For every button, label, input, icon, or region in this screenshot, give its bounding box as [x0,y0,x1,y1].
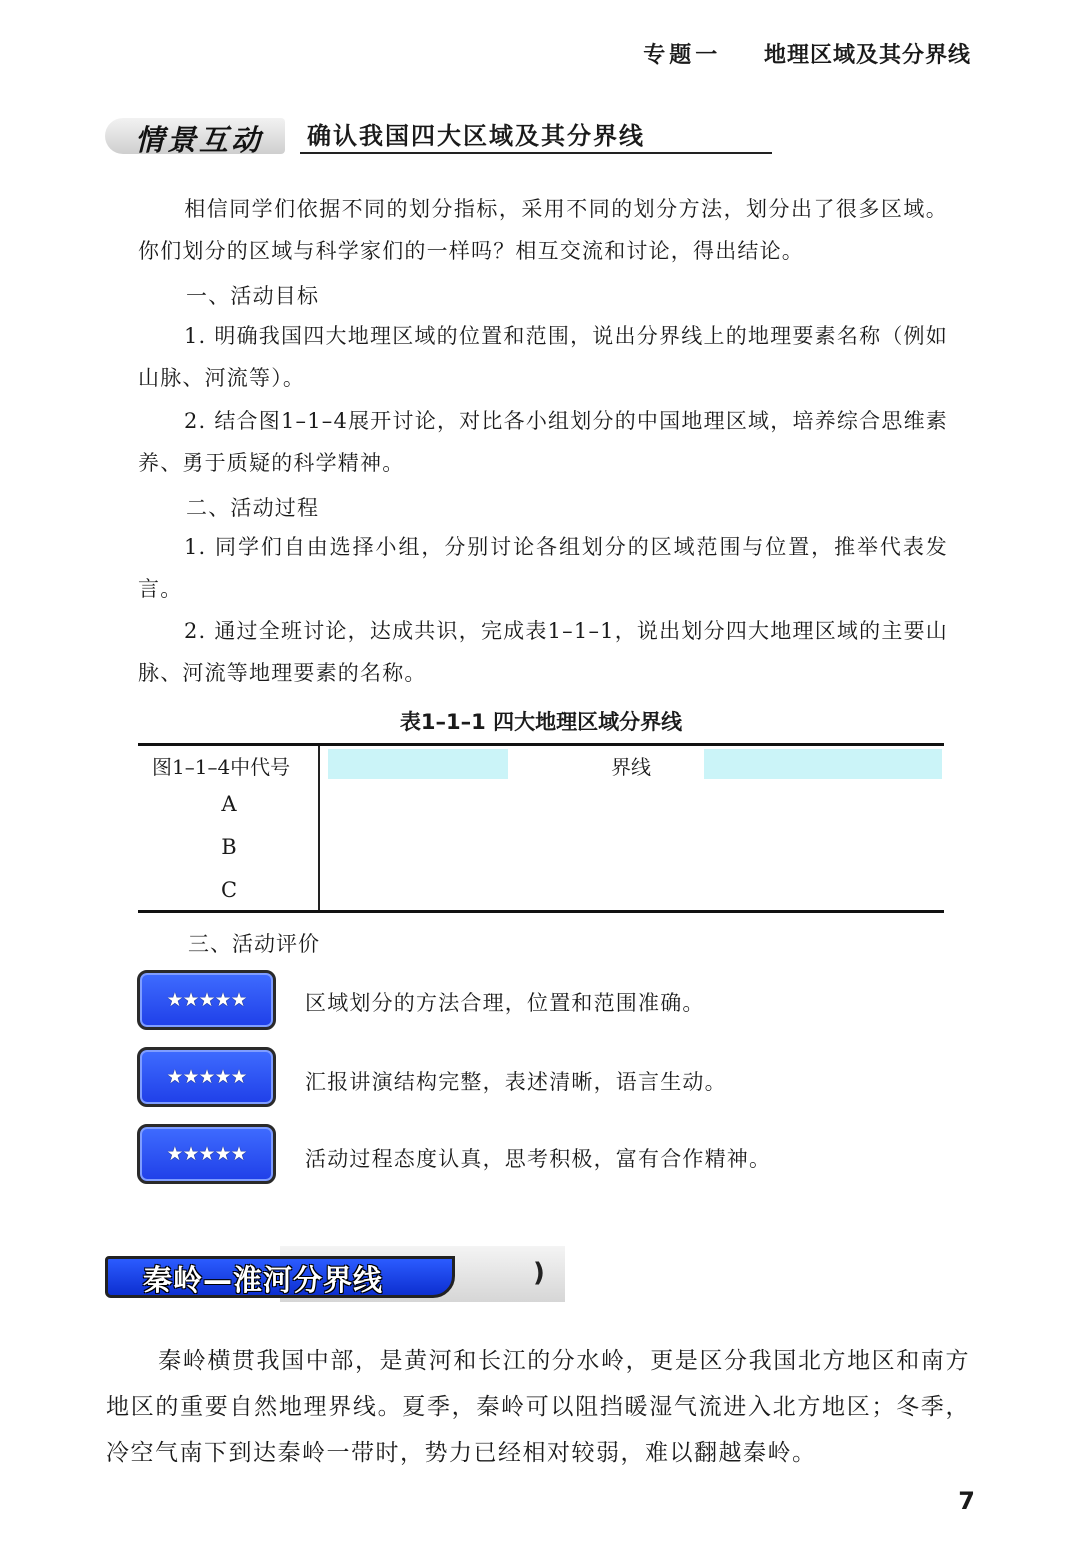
process-heading: 二、活动过程 [186,496,320,520]
goal-item-2 [138,400,948,484]
five-star-badge [137,1047,276,1107]
table-header-boundary: 界线 [611,755,651,779]
qinling-paragraph [106,1338,970,1476]
page-number: 7 [958,1487,975,1515]
section-underline [300,152,772,154]
process-item-2 [138,610,948,694]
running-header [643,38,971,69]
section-heading-qinling [105,1246,545,1302]
table-row-code: B [221,835,237,859]
process-item-2-text: 2. 通过全班讨论，达成共识，完成表1–1–1，说出划分四大地理区域的主要山脉、河流等地理要素的名称。 [138,619,948,685]
table-row-code: C [220,878,238,902]
table-row-code: A [221,792,237,816]
table-header-code: 图1–1–4中代号 [152,755,291,779]
goal-item-1 [138,315,948,399]
section-heading-label: 秦岭—淮河分界线 [143,1263,384,1297]
topic-tag: 专题一 [643,43,722,68]
five-star-badge [137,1124,276,1184]
intro-text: 相信同学们依据不同的划分指标，采用不同的划分方法，划分出了很多区域。你们划分的区域与科学家们的一样吗？相互交流和讨论，得出结论。 [138,197,948,263]
process-item-1-text: 1. 同学们自由选择小组，分别讨论各组划分的区域范围与位置，推举代表发言。 [138,535,948,601]
section-label: 情景互动 [135,123,264,157]
goal-item-2-text: 2. 结合图1–1–4展开讨论，对比各小组划分的中国地理区域，培养综合思维素养、勇于质疑的科学精神。 [138,409,948,475]
section-heading-interaction [105,112,670,156]
qinling-text: 秦岭横贯我国中部，是黄河和长江的分水岭，更是区分我国北方地区和南方地区的重要自然地理界线。夏季，秦岭可以阻挡暖湿气流进入北方地区；冬季，冷空气南下到达秦岭一带时，势力已经相对较弱，难以翻越秦岭。 [106,1348,970,1466]
star-icon: ★★★★★ [166,1143,247,1165]
evaluation-item-2: 汇报讲演结构完整，表述清晰，语言生动。 [305,1070,727,1094]
topic-title: 地理区域及其分界线 [763,43,971,68]
evaluation-heading: 三、活动评价 [188,932,320,956]
five-star-badge [137,970,276,1030]
section-title: 确认我国四大区域及其分界线 [307,122,645,150]
star-icon: ★★★★★ [166,1066,247,1088]
goals-heading: 一、活动目标 [186,284,320,308]
star-icon: ★★★★★ [166,989,247,1011]
process-item-1 [138,526,948,610]
intro-paragraph [138,188,948,272]
table-title: 表1–1–1 四大地理区域分界线 [399,710,683,734]
evaluation-item-1: 区域划分的方法合理，位置和范围准确。 [305,991,705,1015]
goal-item-1-text: 1. 明确我国四大地理区域的位置和范围，说出分界线上的地理要素名称（例如山脉、河流等）。 [138,324,948,390]
evaluation-item-3: 活动过程态度认真，思考积极，富有合作精神。 [305,1147,772,1171]
boundary-table [138,743,944,913]
bracket-decoration: ) [533,1258,545,1288]
